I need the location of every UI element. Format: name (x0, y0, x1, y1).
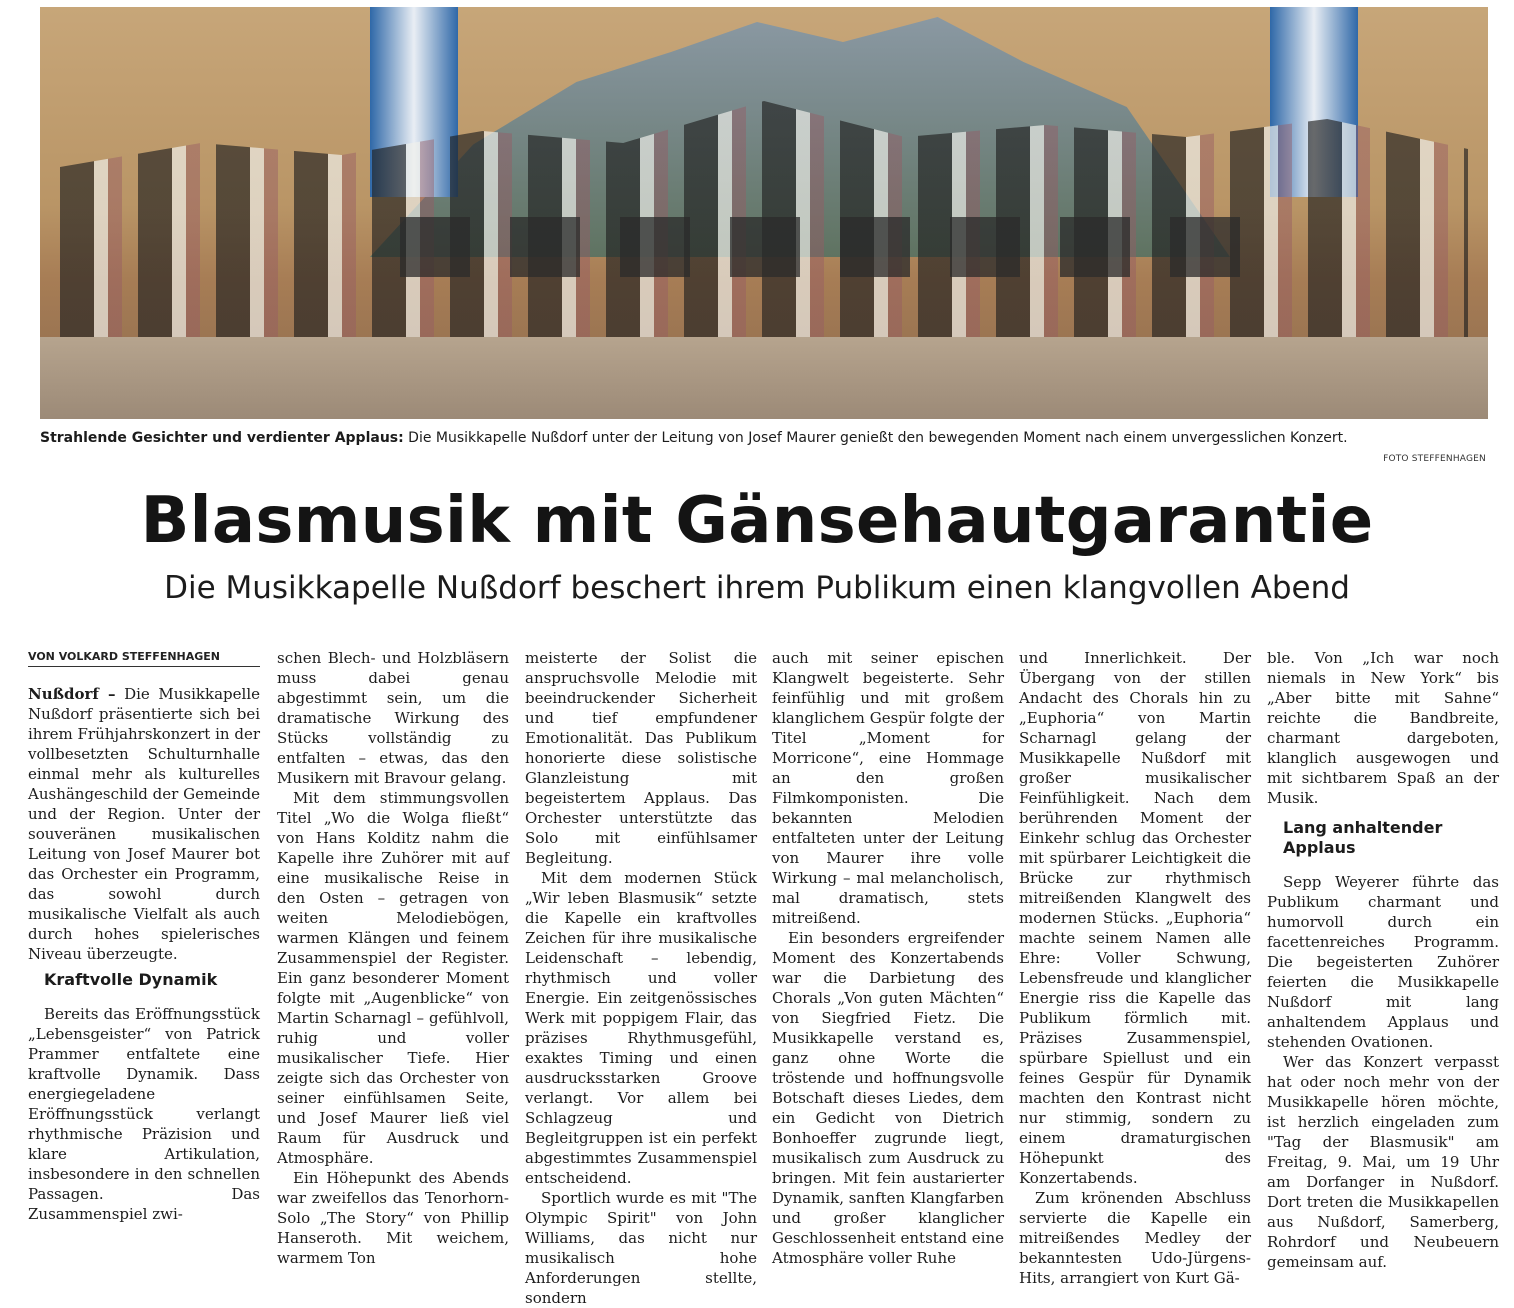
photo-caption (40, 428, 1486, 448)
subheadline: Die Musikkapelle Nußdorf beschert ihrem Publikum einen klangvollen Abend (164, 570, 1350, 606)
article-column-6 (1267, 648, 1499, 1272)
paragraph: ble. Von „Ich war noch niemals in New York“ bis „Aber bitte mit Sahne“ reichte die Bandbreite, charmant dargeboten, klanglich ausgewogen und mit sichtbarem Spaß an der Musik. (1267, 649, 1499, 807)
paragraph: Mit dem modernen Stück „Wir leben Blasmusik“ setzte die Kapelle ein kraftvolles Zeichen für ihre musikalische Leidenschaft – lebendig, rhythmisch und voller Energie. Ein zeitgenössisches Werk mit poppigem Flair, das präzises Rhythmusgefühl, exaktes Timing und einen ausdrucksstarken Groove verlangt. Vor allem bei Schlagzeug und Begleitgruppen ist ein perfekt abgestimmtes Zusammenspiel entscheidend. (525, 869, 757, 1187)
paragraph: Sepp Weyerer führte das Publikum charmant und humorvoll durch ein facettenreiches Programm. Die begeisterten Zuhörer feierten die Musikkapelle Nußdorf mit lang anhaltendem Applaus und stehenden Ovationen. (1267, 873, 1499, 1051)
paragraph (28, 684, 260, 964)
caption-text: Die Musikkapelle Nußdorf unter der Leitung von Josef Maurer genießt den bewegenden Moment nach einem unvergesslichen Konzert. (403, 430, 1348, 446)
stage-floor (40, 337, 1488, 419)
dateline: Nußdorf – (28, 685, 116, 703)
subheading-kraftvolle-dynamik: Kraftvolle Dynamik (44, 970, 218, 989)
paragraph: Bereits das Eröffnungsstück „Lebensgeister“ von Patrick Prammer entfaltete eine kraftvolle Dynamik. Dass energiegeladene Eröffnungsstück verlangt rhythmische Präzision und klare Artikulation, insbesondere in den schnellen Passagen. Das Zusammenspiel zwi- (28, 1005, 260, 1223)
article-column-1 (28, 684, 260, 1224)
concert-photo (40, 7, 1488, 419)
music-stands (400, 217, 1268, 277)
article-column-4 (772, 648, 1004, 1268)
paragraph: schen Blech- und Holzbläsern muss dabei genau abgestimmt sein, um die dramatische Wirkung des Stücks vollständig zu entfalten – etwas, das den Musikern mit Bravour gelang. (277, 649, 509, 787)
photo-credit: FOTO STEFFENHAGEN (1383, 454, 1486, 464)
article-column-5 (1019, 648, 1251, 1288)
article-column-2 (277, 648, 509, 1268)
byline: VON VOLKARD STEFFENHAGEN (28, 650, 260, 667)
paragraph: Ein besonders ergreifender Moment des Konzertabends war die Darbietung des Chorals „Von guten Mächten“ von Siegfried Fietz. Die Musikkapelle verstand es, ganz ohne Worte die tröstende und hoffnungsvolle Botschaft dieses Liedes, dem ein Gedicht von Dietrich Bonhoeffer zugrunde liegt, musikalisch zum Ausdruck zu bringen. Mit fein austarierter Dynamik, sanften Klangfarben und großer klanglicher Geschlossenheit entstand eine Atmosphäre voller Ruhe (772, 929, 1004, 1267)
paragraph: Sportlich wurde es mit "The Olympic Spirit" von John Williams, das nicht nur musikalisch hohe Anforderungen stellte, sondern (525, 1189, 757, 1307)
paragraph-text: Die Musikkapelle Nußdorf präsentierte sich bei ihrem Frühjahrskonzert in der vollbesetzten Schulturnhalle einmal mehr als kulturelles Aushängeschild der Gemeinde und der Region. Unter der souveränen musikalischen Leitung von Josef Maurer bot das Orchester ein Programm, das sowohl durch musikalische Vielfalt als auch durch hohes spielerisches Niveau überzeugte. (28, 685, 260, 963)
subheading-lang-anhaltender-applaus: Lang anhaltender Applaus (1283, 818, 1443, 857)
caption-lead: Strahlende Gesichter und verdienter Applaus: (40, 430, 404, 446)
paragraph: Mit dem stimmungsvollen Titel „Wo die Wolga fließt“ von Hans Kolditz nahm die Kapelle ihre Zuhörer mit auf eine musikalische Reise in den Osten – getragen von weiten Melodiebögen, warmen Klängen und feinem Zusammenspiel der Register. Ein ganz besonderer Moment folgte mit „Augenblicke“ von Martin Scharnagl – gefühlvoll, ruhig und voller musikalischer Tiefe. Hier zeigte sich das Orchester von seiner einfühlsamen Seite, und Josef Maurer ließ viel Raum für Ausdruck und Atmosphäre. (277, 789, 509, 1167)
headline: Blasmusik mit Gänsehautgarantie (140, 484, 1374, 558)
paragraph: Ein Höhepunkt des Abends war zweifellos das Tenorhorn-Solo „The Story“ von Phillip Hanseroth. Mit weichem, warmem Ton (277, 1169, 509, 1267)
paragraph: meisterte der Solist die anspruchsvolle Melodie mit beeindruckender Sicherheit und tief empfundener Emotionalität. Das Publikum honorierte diese solistische Glanzleistung mit begeistertem Applaus. Das Orchester unterstützte das Solo mit einfühlsamer Begleitung. (525, 649, 757, 867)
paragraph: und Innerlichkeit. Der Übergang von der stillen Andacht des Chorals hin zu „Euphoria“ von Martin Scharnagl gelang der Musikkapelle Nußdorf mit großer musikalischer Feinfühligkeit. Nach dem berührenden Moment der Einkehr schlug das Orchester mit spürbarer Leichtigkeit die Brücke zur rhythmisch mitreißenden Klangwelt des modernen Stücks. „Euphoria“ machte seinem Namen alle Ehre: Voller Schwung, Lebensfreude und klanglicher Energie riss die Kapelle das Publikum förmlich mit. Präzises Zusammenspiel, spürbare Spiellust und ein feines Gespür für Dynamik machten den Kontrast nicht nur stimmig, sondern zu einem dramaturgischen Höhepunkt des Konzertabends. (1019, 649, 1251, 1187)
article-column-3 (525, 648, 757, 1308)
paragraph: auch mit seiner epischen Klangwelt begeisterte. Sehr feinfühlig und mit großem klanglichem Gespür folgte der Titel „Moment for Morricone“, eine Hommage an den großen Filmkomponisten. Die bekannten Melodien entfalteten unter der Leitung von Maurer ihre volle Wirkung – mal melancholisch, mal dramatisch, stets mitreißend. (772, 649, 1004, 927)
paragraph: Zum krönenden Abschluss servierte die Kapelle ein mitreißendes Medley der bekanntesten Udo-Jürgens-Hits, arrangiert von Kurt Gä- (1019, 1189, 1251, 1287)
paragraph: Wer das Konzert verpasst hat oder noch mehr von der Musikkapelle hören möchte, ist herzlich eingeladen zum "Tag der Blasmusik" am Freitag, 9. Mai, um 19 Uhr am Dorfanger in Nußdorf. Dort treten die Musikkapellen aus Nußdorf, Samerberg, Rohrdorf und Neubeuern gemeinsam auf. (1267, 1053, 1499, 1271)
